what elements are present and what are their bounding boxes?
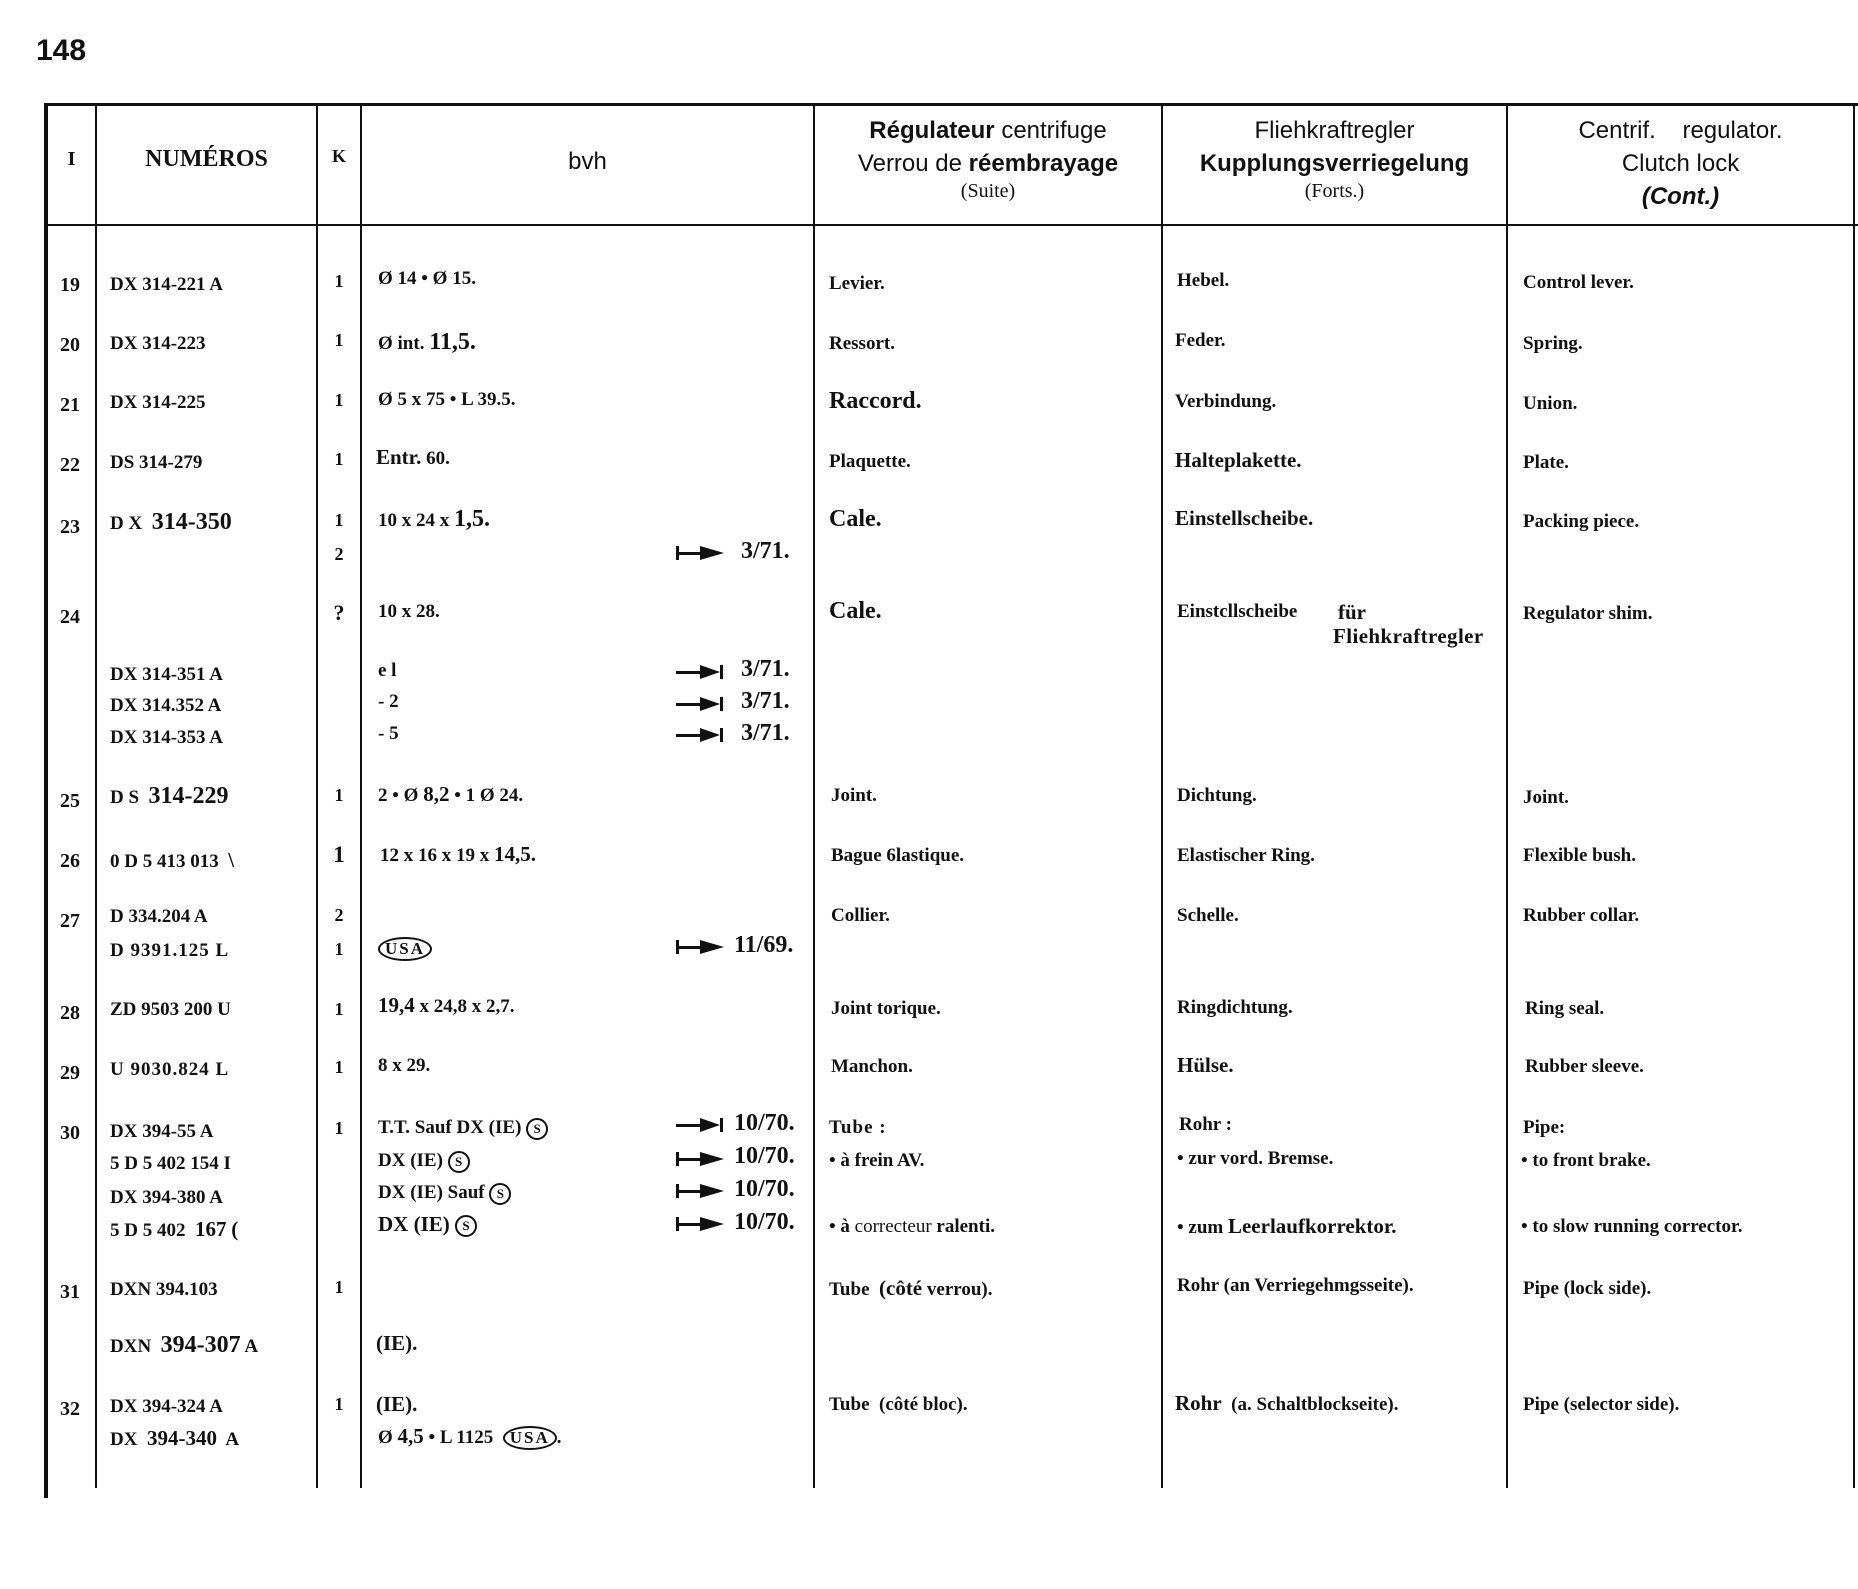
spec: Ø 14 • Ø 15. [378,268,476,289]
desc-de-part: Rohr [1175,1391,1222,1415]
part-number: DX 314.352 A [110,695,222,716]
desc-fr [829,1216,995,1238]
header-fr-l1b: centrifuge [1001,117,1107,144]
row-index: 27 [60,910,80,932]
part-number: DX 314-221 A [110,274,223,295]
desc-fr-part: correcteur [854,1216,932,1237]
part-suffix: A [225,1429,240,1450]
row-index: 19 [60,274,80,296]
desc-de: für [1338,600,1366,624]
header-fr-l2b: réembrayage [968,150,1119,177]
row-index: 30 [60,1122,80,1144]
header-en-l2: Clutch lock [1621,150,1740,177]
desc-fr: Manchon. [831,1056,913,1077]
spec [378,506,490,533]
desc-en: Ring seal. [1525,998,1605,1019]
part-number [110,1332,258,1359]
spec-part: 24,8 x 2,7. [433,996,515,1017]
desc-de: Rohr (an Verriegehmgsseite). [1177,1275,1414,1296]
desc-de-part: Leerlaufkorrektor. [1227,1214,1397,1238]
spec: (IE). [376,1331,418,1355]
part-prefix: 5 D 5 402 [110,1220,186,1241]
column-divider [316,103,318,1488]
column-divider [1161,103,1163,1488]
header-english [1508,114,1853,213]
quantity: 1 [334,785,344,805]
spec [376,445,450,470]
desc-fr: Tube : [829,1117,887,1138]
header-fr-l1a: Régulateur [869,117,995,144]
desc-de: Feder. [1175,330,1226,351]
row-index: 32 [60,1398,80,1420]
part-code: 394-307 [160,1332,241,1358]
header-de-l2: Kupplungsverriegelung [1199,150,1470,177]
part-prefix: DXN [110,1336,152,1357]
part-number: DXN 394.103 [110,1279,218,1300]
desc-de: Einstcllscheibe [1177,601,1298,622]
quantity: 1 [334,271,344,291]
quantity: 1 [334,390,344,410]
spec-part: 12 x 16 x 19 x [380,845,490,866]
header-fr-l3: (Suite) [960,180,1016,202]
page-number: 148 [36,34,87,67]
header-numeros: NUMÉROS [145,146,268,172]
arrow-bar-icon [676,665,726,679]
spec [378,1150,470,1173]
spec-part: 2 • Ø [378,785,419,806]
desc-en: Packing piece. [1523,511,1640,532]
quantity: 1 [334,1394,344,1414]
desc-fr [829,1394,968,1416]
part-number [110,509,232,536]
header-en-l1a: Centrif. [1578,117,1656,144]
header-en-l3: (Cont.) [1641,183,1720,210]
desc-de: Halteplakette. [1175,448,1302,472]
date: 3/71. [741,656,790,682]
header-k: K [331,146,346,166]
quantity: 2 [334,905,344,925]
desc-fr: Cale. [829,598,882,624]
part-code: 314-350 [151,509,232,535]
part-number: DS 314-279 [110,452,203,473]
part-number: D 334.204 A [110,906,208,927]
header-german [1163,114,1506,203]
desc-de: Einstellscheibe. [1175,506,1314,530]
spec-part: 10 x 24 x [378,510,450,531]
desc-fr [829,1276,993,1301]
quantity: 1 [333,842,345,867]
usa-badge [378,937,432,961]
header-french [815,114,1161,203]
spec-part: • 1 Ø 24. [454,785,524,806]
row-index: 31 [60,1281,80,1303]
desc-en: Union. [1523,393,1578,414]
spec-part: DX (IE) Sauf [378,1182,485,1203]
bar-arrow-icon [676,546,726,560]
quantity: 1 [334,330,344,350]
part-prefix: D S [110,787,140,808]
s-mark: S [526,1118,548,1140]
row-index: 24 [60,606,80,628]
part-number [110,1426,239,1451]
desc-de: • zur vord. Bremse. [1177,1148,1334,1169]
spec: Ø 4,5 • L 1125 USA . [378,1424,562,1448]
row-index: 28 [60,1002,80,1024]
header-de-l1: Fliehkraftregler [1254,117,1415,144]
bar-arrow-icon [676,1217,726,1231]
spec-part: • L 1125 [428,1427,494,1448]
bar-arrow-icon [676,940,726,954]
spec [380,842,536,867]
part-code: 0 D 5 413 013 [110,851,219,872]
row-index: 20 [60,334,80,356]
spec: e l [378,660,397,681]
part-number: DX 394-324 A [110,1396,223,1417]
part-mark: ( [231,1217,239,1241]
part-number: DX 314-223 [110,333,206,354]
desc-de-part: (a. Schaltblockseite). [1231,1394,1399,1415]
part-code: 394-340 [146,1426,217,1450]
s-mark: S [448,1151,470,1173]
quantity: 1 [334,449,344,469]
row-index: 23 [60,516,80,538]
s-mark: S [455,1215,477,1237]
desc-fr-part: (côté [879,1276,923,1300]
desc-de: Ringdichtung. [1177,997,1293,1018]
row-index: 26 [60,850,80,872]
usa-mark: USA [378,937,432,961]
spec-part: Ø int. [378,333,425,354]
part-number: DX 394-55 A [110,1121,214,1142]
bar-arrow-icon [676,1184,726,1198]
column-divider [1506,103,1508,1488]
column-divider [1853,103,1855,1488]
desc-de: Hebel. [1177,270,1230,291]
column-divider [360,103,362,1488]
desc-fr: • à frein AV. [829,1150,925,1171]
desc-de [1177,1214,1397,1239]
desc-fr: Joint torique. [831,998,941,1019]
part-number: 5 D 5 402 154 I [110,1153,231,1174]
date: 3/71. [741,688,790,714]
spec [378,993,515,1018]
spec [378,782,523,807]
desc-fr-part: (côté [879,1394,919,1415]
row-index: 22 [60,454,80,476]
spec-emph: 19,4 [378,993,415,1017]
desc-en: Spring. [1523,333,1583,354]
part-number: DX 314-225 [110,392,206,413]
spec-part: DX (IE) [378,1150,443,1171]
desc-fr: Cale. [829,506,882,532]
quantity: 1 [334,510,344,530]
part-number: DX 394-380 A [110,1187,223,1208]
quantity: 1 [334,999,344,1019]
row-index: 29 [60,1062,80,1084]
part-number [110,848,234,873]
desc-en: Flexible bush. [1523,845,1636,866]
part-number: ZD 9503 200 U [110,999,231,1020]
part-mark: \ [228,848,235,872]
part-number: D 9391.125 L [110,940,230,961]
column-divider [95,103,97,1488]
desc-en: Control lever. [1523,272,1634,293]
desc-en: Pipe (lock side). [1523,1278,1652,1299]
spec: (IE). [376,1392,418,1416]
arrow-bar-icon [676,728,726,742]
quantity: 2 [334,544,344,564]
spec-emph: 1,5. [454,506,490,532]
spec: Ø 5 x 75 • L 39.5. [378,389,516,410]
spec-emph: 11,5. [429,329,476,355]
spec-emph: 14,5. [494,842,536,866]
quantity: ? [333,600,345,625]
part-number: DX 314-353 A [110,727,223,748]
part-code: 167 [194,1217,227,1241]
row-index: 25 [60,790,80,812]
part-code: 314-229 [148,783,229,809]
desc-fr-part: • à [829,1216,850,1237]
desc-en: Pipe: [1523,1117,1566,1138]
header-en-l1b: regulator. [1682,117,1783,144]
part-number [110,1217,238,1242]
spec-emph: Entr. [376,445,422,469]
date: 11/69. [734,932,794,958]
spec: - 2 [378,691,399,712]
bar-arrow-icon [676,1152,726,1166]
desc-fr-part: verrou). [926,1279,993,1300]
arrow-bar-icon [676,697,726,711]
spec [378,1117,548,1140]
date: 10/70. [734,1209,795,1235]
spec-part: x [419,996,429,1017]
desc-en: Regulator shim. [1523,603,1653,624]
desc-fr-part: Tube [829,1394,870,1415]
part-number [110,783,229,810]
desc-de: Rohr : [1179,1114,1232,1135]
spec: 8 x 29. [378,1055,431,1076]
desc-de: Dichtung. [1177,785,1257,806]
part-number: U 9030.824 L [110,1059,230,1080]
desc-de [1175,1391,1398,1416]
part-number: DX 314-351 A [110,664,223,685]
desc-fr: Joint. [831,785,877,806]
desc-fr: Raccord. [829,388,922,414]
spec: - 5 [378,723,399,744]
part-prefix: D X [110,513,143,534]
arrow-bar-icon [676,1118,726,1132]
desc-en: • to front brake. [1521,1150,1651,1171]
desc-en: Plate. [1523,452,1569,473]
quantity: 1 [334,1118,344,1138]
usa-mark: USA [503,1426,557,1450]
desc-de: Schelle. [1177,905,1239,926]
header-de-l3: (Forts.) [1304,180,1365,202]
desc-fr: Collier. [831,905,890,926]
desc-en: Rubber sleeve. [1525,1056,1644,1077]
spec-part: 60. [426,448,450,469]
date: 3/71. [741,538,790,564]
spec-part: Ø [378,1427,393,1448]
desc-de: Verbindung. [1175,391,1277,412]
desc-de: Hülse. [1177,1053,1234,1077]
column-divider [813,103,815,1488]
desc-de: Fliehkraftregler [1333,624,1484,648]
desc-fr: Plaquette. [829,451,911,472]
desc-en: Joint. [1523,787,1569,808]
date: 10/70. [734,1176,795,1202]
header-fr-l2a: Verrou de [857,150,962,177]
part-suffix: A [244,1336,259,1357]
spec [378,1212,477,1237]
desc-en: • to slow running corrector. [1521,1216,1743,1237]
header-bvh: bvh [568,148,607,175]
spec-emph: 4,5 [397,1424,424,1448]
quantity: 1 [334,1057,344,1077]
desc-fr: Ressort. [829,333,895,354]
header-bottom-rule [48,224,1858,226]
header-index: I [67,148,76,170]
date: 3/71. [741,720,790,746]
part-prefix: DX [110,1429,138,1450]
s-mark: S [489,1183,511,1205]
desc-en: Rubber collar. [1523,905,1640,926]
spec [378,329,476,356]
quantity: 1 [334,1277,344,1297]
spec [378,1182,511,1205]
desc-en: Pipe (selector side). [1523,1394,1680,1415]
date: 10/70. [734,1143,795,1169]
spec-emph: 8,2 [423,782,450,806]
desc-fr-part: ralenti. [936,1216,995,1237]
spec-part: T.T. Sauf DX (IE) [378,1117,522,1138]
spec: 10 x 28. [378,601,440,622]
desc-de: Elastischer Ring. [1177,845,1315,866]
desc-de-part: • zum [1177,1217,1224,1238]
desc-fr-part: Tube [829,1279,870,1300]
desc-fr-part: bloc). [922,1394,968,1415]
desc-fr: Bague 6lastique. [831,845,965,866]
desc-fr: Levier. [829,273,885,294]
spec-part: DX (IE) [378,1212,450,1236]
date: 10/70. [734,1110,795,1136]
row-index: 21 [60,394,80,416]
quantity: 1 [334,939,344,959]
